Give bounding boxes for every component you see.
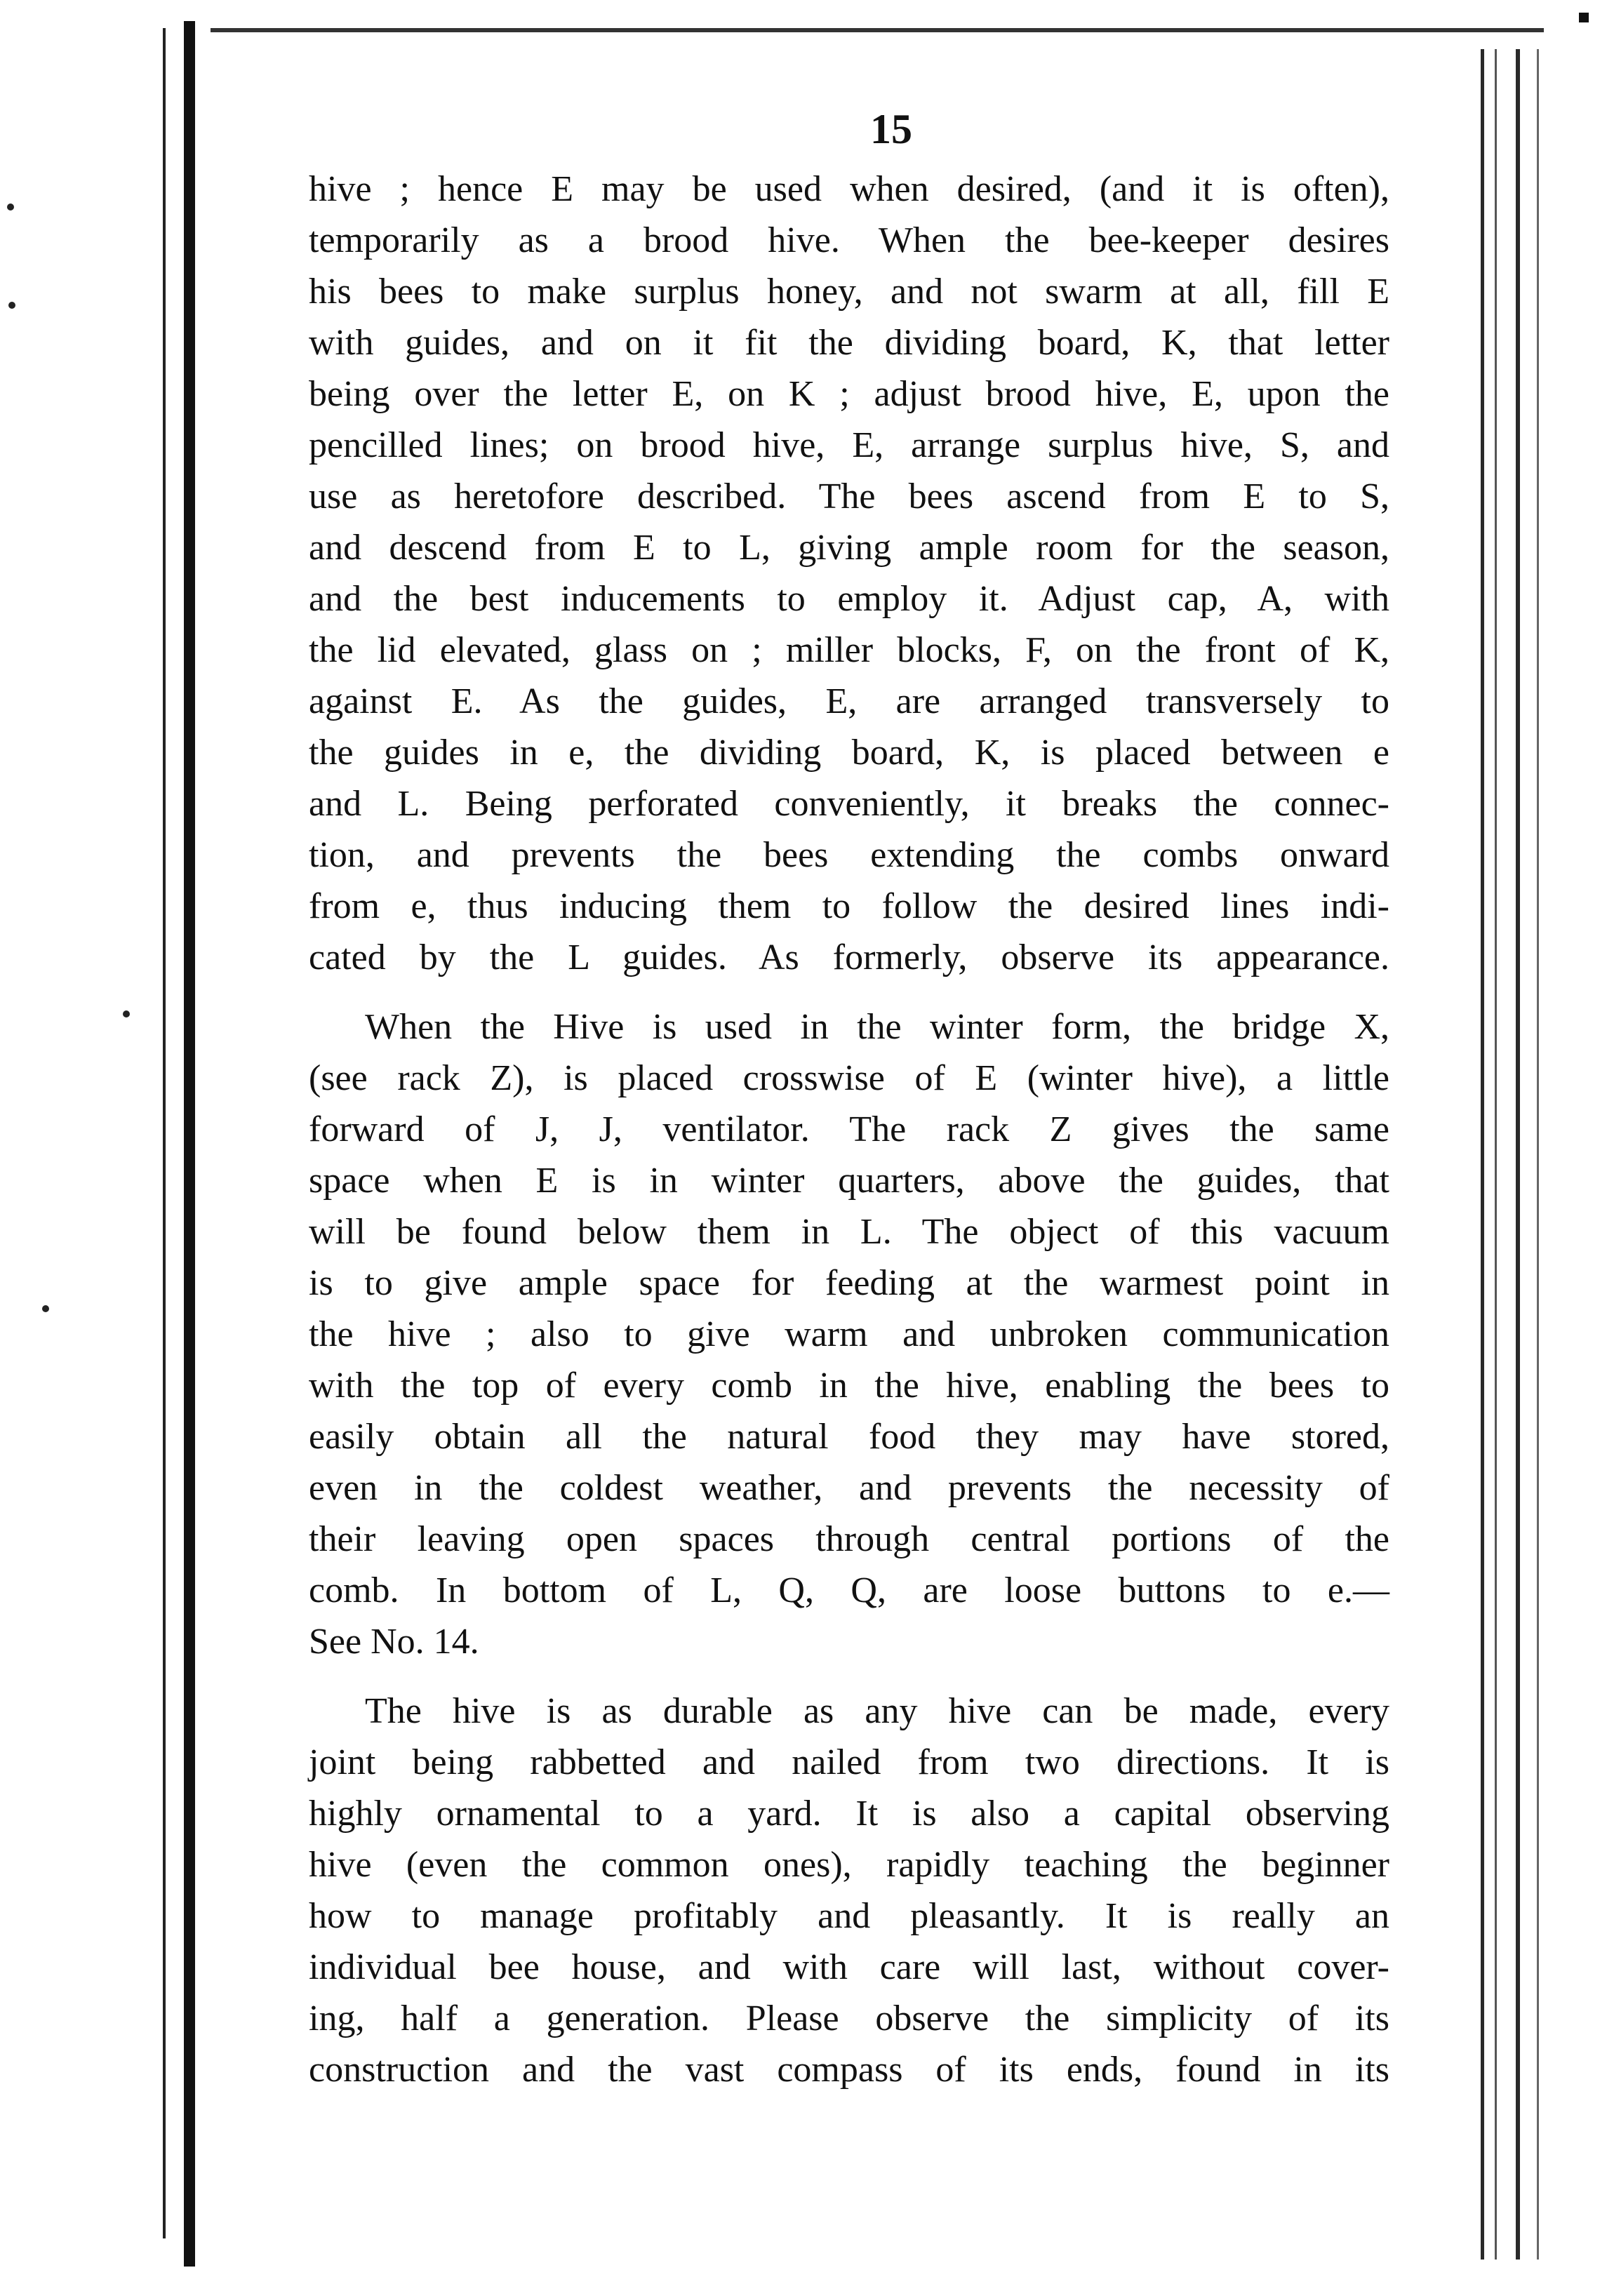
text-line: and L. Being perforated conveniently, it breaks the connec- bbox=[309, 784, 1389, 824]
text-line: hive (even the common ones), rapidly teaching the beginner bbox=[309, 1845, 1389, 1885]
text-line: with guides, and on it fit the dividing board, K, that letter bbox=[309, 323, 1389, 363]
text-line: individual bee house, and with care will last, without cover- bbox=[309, 1947, 1389, 1987]
text-line: being over the letter E, on K ; adjust brood hive, E, upon the bbox=[309, 374, 1389, 414]
text-line: See No. 14. bbox=[309, 1622, 479, 1662]
page-gutter-shadow bbox=[184, 21, 195, 2267]
text-line: with the top of every comb in the hive, enabling the bees to bbox=[309, 1366, 1389, 1406]
paragraph-1 bbox=[309, 163, 1389, 983]
text-line: comb. In bottom of L, Q, Q, are loose buttons to e.— bbox=[309, 1570, 1389, 1610]
scan-speck bbox=[8, 302, 15, 309]
right-page-border bbox=[1516, 49, 1520, 2260]
page-body bbox=[309, 105, 1389, 2095]
text-line: and descend from E to L, giving ample room for the season, bbox=[309, 528, 1389, 568]
text-line: highly ornamental to a yard. It is also a capital observing bbox=[309, 1794, 1389, 1834]
scan-speck bbox=[123, 1010, 130, 1017]
paragraph-2 bbox=[309, 1001, 1389, 1667]
text-line: his bees to make surplus honey, and not swarm at all, fill E bbox=[309, 272, 1389, 312]
scan-speck bbox=[1579, 13, 1589, 22]
book-spine bbox=[163, 28, 166, 2238]
text-line: ing, half a generation. Please observe the simplicity of its bbox=[309, 1998, 1389, 2038]
text-line: The hive is as durable as any hive can be made, every bbox=[365, 1691, 1389, 1731]
right-page-border bbox=[1537, 49, 1539, 2260]
facing-page-edge bbox=[0, 0, 189, 2296]
text-line: tion, and prevents the bees extending the combs onward bbox=[309, 835, 1389, 875]
right-page-border bbox=[1481, 49, 1484, 2260]
text-line: (see rack Z), is placed crosswise of E (winter hive), a little bbox=[309, 1058, 1389, 1098]
text-line: use as heretofore described. The bees ascend from E to S, bbox=[309, 476, 1389, 516]
text-line: When the Hive is used in the winter form, the bridge X, bbox=[365, 1007, 1389, 1047]
paragraph-3 bbox=[309, 1686, 1389, 2095]
text-line: joint being rabbetted and nailed from two directions. It is bbox=[309, 1742, 1389, 1782]
text-line: even in the coldest weather, and prevents the necessity of bbox=[309, 1468, 1389, 1508]
text-line: the lid elevated, glass on ; miller blocks, F, on the front of K, bbox=[309, 630, 1389, 670]
text-line: against E. As the guides, E, are arranged transversely to bbox=[309, 681, 1389, 721]
text-line: their leaving open spaces through central portions of the bbox=[309, 1519, 1389, 1559]
text-line: the hive ; also to give warm and unbroken communication bbox=[309, 1314, 1389, 1354]
text-line: is to give ample space for feeding at the warmest point in bbox=[309, 1263, 1389, 1303]
page-number: 15 bbox=[870, 106, 912, 152]
text-line: cated by the L guides. As formerly, observe its appearance. bbox=[309, 937, 1389, 977]
text-line: from e, thus inducing them to follow the desired lines indi- bbox=[309, 886, 1389, 926]
text-line: construction and the vast compass of its ends, found in its bbox=[309, 2050, 1389, 2090]
text-line: the guides in e, the dividing board, K, is placed between e bbox=[309, 733, 1389, 773]
scan-speck bbox=[7, 203, 14, 211]
text-line: will be found below them in L. The object of this vacuum bbox=[309, 1212, 1389, 1252]
text-line: pencilled lines; on brood hive, E, arrange surplus hive, S, and bbox=[309, 425, 1389, 465]
scan-speck bbox=[42, 1305, 49, 1312]
text-line: easily obtain all the natural food they may have stored, bbox=[309, 1417, 1389, 1457]
page-top-edge bbox=[211, 28, 1544, 32]
text-line: temporarily as a brood hive. When the bee-keeper desires bbox=[309, 220, 1389, 260]
text-line: space when E is in winter quarters, above the guides, that bbox=[309, 1161, 1389, 1201]
right-page-border bbox=[1495, 49, 1497, 2260]
text-line: forward of J, J, ventilator. The rack Z gives the same bbox=[309, 1109, 1389, 1149]
text-line: how to manage profitably and pleasantly. It is really an bbox=[309, 1896, 1389, 1936]
text-line: hive ; hence E may be used when desired, (and it is often), bbox=[309, 169, 1389, 209]
text-line: and the best inducements to employ it. Adjust cap, A, with bbox=[309, 579, 1389, 619]
